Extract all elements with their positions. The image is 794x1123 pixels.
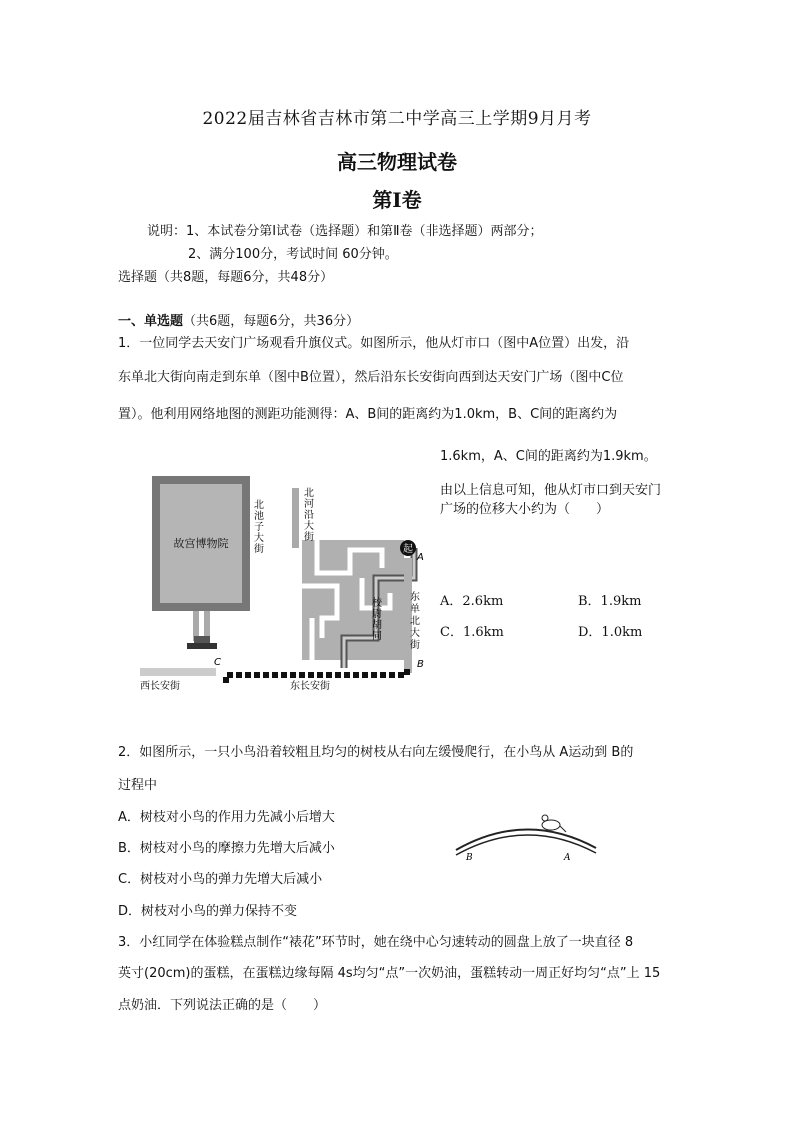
beichizi-vertical: 北池子大街 bbox=[254, 500, 264, 555]
q2-option-a[interactable]: A．树枝对小鸟的作用力先减小后增大 bbox=[118, 810, 335, 825]
q1-line-2: 东单北大街向南走到东单（图中B位置），然后沿东长安街向西到达天安门广场（图中C位 bbox=[118, 370, 624, 385]
exam-title: 2022届吉林省吉林市第二中学高三上学期9月月考 bbox=[202, 109, 592, 129]
q3-line-2: 英寸(20cm)的蛋糕，在蛋糕边缘每隔 4s均匀“点”一次奶油，蛋糕转动一周正好均匀“点”上 15 bbox=[118, 966, 661, 981]
q1-line-4: 1.6km，A、C间的距离约为1.9km。 bbox=[440, 449, 657, 464]
q1-option-b[interactable]: B．1.9km bbox=[578, 594, 642, 609]
xichangan-label: 西长安街 bbox=[140, 681, 180, 692]
museum-label: 故宫博物院 bbox=[173, 537, 229, 550]
point-c-label: C bbox=[214, 657, 221, 668]
bird-branch-figure bbox=[436, 800, 616, 862]
q1-option-a[interactable]: A．2.6km bbox=[440, 594, 504, 609]
q1-line-6: 广场的位移大小约为（ ） bbox=[440, 502, 610, 517]
branch-point-a: A bbox=[564, 853, 571, 862]
start-label: 起 bbox=[403, 544, 413, 555]
q1-line-5: 由以上信息可知，他从灯市口到天安门 bbox=[440, 483, 662, 498]
instruction-line-3: 选择题（共8题，每题6分，共48分） bbox=[118, 270, 334, 285]
volume-title: 第Ⅰ卷 bbox=[372, 188, 422, 212]
q1-line-3: 置）。他利用网络地图的测距功能测得：A、B间的距离约为1.0km，B、C间的距离约为 bbox=[118, 407, 618, 422]
branch-upper bbox=[456, 829, 596, 850]
point-b-label: B bbox=[417, 659, 424, 670]
beiheyan-vertical: 北河沿大街 bbox=[304, 488, 314, 543]
q2-option-d[interactable]: D．树枝对小鸟的弹力保持不变 bbox=[118, 904, 298, 919]
q2-line-2: 过程中 bbox=[118, 778, 158, 793]
q2-option-c[interactable]: C．树枝对小鸟的弹力先增大后减小 bbox=[118, 872, 323, 887]
section-heading bbox=[118, 312, 359, 332]
section-label: 一、单选题 bbox=[118, 314, 184, 329]
paper-title: 高三物理试卷 bbox=[337, 150, 457, 174]
xichangan-bar bbox=[140, 668, 216, 676]
tiananmen-icon bbox=[187, 643, 217, 649]
xiaowei-vertical: 校尉胡同 bbox=[372, 598, 382, 642]
q2-line-1: 2．如图所示，一只小鸟沿着较粗且均匀的树枝从右向左缓慢爬行，在小鸟从 A运动到 B的 bbox=[118, 745, 634, 760]
map-figure bbox=[132, 468, 432, 698]
instruction-line-2: 2、满分100分，考试时间 60分钟。 bbox=[188, 247, 398, 262]
dongchangan-label: 东长安街 bbox=[290, 681, 330, 692]
q2-option-b[interactable]: B．树枝对小鸟的摩擦力先增大后减小 bbox=[118, 841, 335, 856]
beiheyan-bar bbox=[292, 488, 299, 548]
q3-line-3: 点奶油．下列说法正确的是（ ） bbox=[118, 998, 327, 1013]
tiananmen-roof bbox=[194, 636, 210, 643]
q1-option-c[interactable]: C．1.6km bbox=[440, 625, 504, 640]
q1-line-1: 1．一位同学去天安门广场观看升旗仪式。如图所示，他从灯市口（图中A位置）出发，沿 bbox=[118, 336, 630, 351]
section-detail: （共6题，每题6分，共36分） bbox=[183, 314, 360, 329]
q1-option-d[interactable]: D．1.0km bbox=[578, 625, 643, 640]
bird-icon bbox=[542, 815, 566, 832]
point-a-label: A bbox=[417, 552, 424, 563]
instruction-line-1: 说明：1、本试卷分第Ⅰ试卷（选择题）和第Ⅱ卷（非选择题）两部分； bbox=[147, 224, 543, 239]
dongdan-vertical: 东单北大街 bbox=[410, 592, 420, 651]
q3-line-1: 3．小红同学在体验糕点制作“裱花”环节时，她在绕中心匀速转动的圆盘上放了一块直径 8 bbox=[118, 935, 634, 950]
branch-point-b: B bbox=[466, 853, 473, 862]
